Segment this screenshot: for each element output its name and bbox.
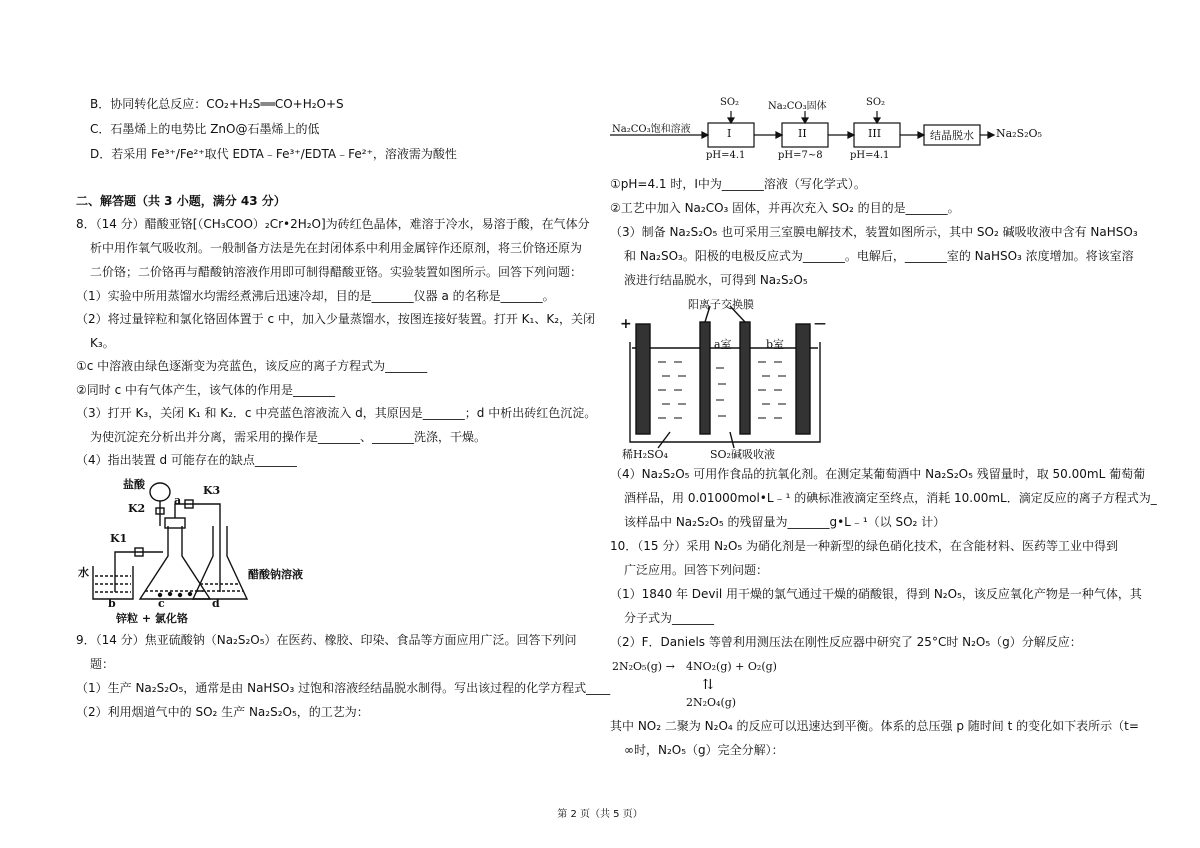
flow-so2-1: SO₂: [720, 97, 740, 108]
flow-box-1: I: [727, 127, 732, 140]
option-b: B．协同转化总反应：CO₂+H₂S══CO+H₂O+S: [90, 97, 344, 111]
q9-part3-cont1: 和 Na₂SO₃。阳极的电极反应式为_______。电解后，_______室的 NaHSO₃ 浓度增加。将该室溶: [624, 249, 1134, 263]
q10-part2: （2）F．Daniels 等曾利用测压法在刚性反应器中研究了 25°C时 N₂O₅（g）分解反应：: [610, 635, 1082, 649]
q8-part3: （3）打开 K₃，关闭 K₁ 和 K₂．c 中亮蓝色溶液流入 d，其原因是_______；d 中析出砖红色沉淀。: [76, 406, 597, 420]
q9-stem-1: 9．（14 分）焦亚硫酸钠（Na₂S₂O₅）在医药、橡胶、印染、食品等方面应用广泛。回答下列问: [76, 633, 577, 647]
flow-so2-2: SO₂: [866, 97, 886, 108]
flow-box-3: III: [868, 127, 882, 140]
q10-table-intro-1: 其中 NO₂ 二聚为 N₂O₄ 的反应可以迅速达到平衡。体系的总压强 p 随时间 t 的变化如下表所示（t=: [610, 719, 1139, 733]
label-a: a: [174, 494, 182, 507]
flow-box-2: II: [798, 127, 807, 140]
label-room-a: a室: [714, 338, 732, 351]
q9-part3: （3）制备 Na₂S₂O₅ 也可采用三室膜电解技术，装置如图所示，其中 SO₂ 碱吸收液中含有 NaHSO₃: [610, 225, 1138, 239]
label-b: b: [108, 597, 116, 610]
q8-part2: （2）将过量锌粒和氯化铬固体置于 c 中，加入少量蒸馏水，按图连接好装置。打开 K₁、K₂，关闭: [76, 312, 596, 326]
q8-part2-i: ①c 中溶液由绿色逐渐变为亮蓝色，该反应的离子方程式为_______: [76, 359, 428, 373]
flow-output: Na₂S₂O₅: [996, 127, 1042, 140]
q8-part2-ii: ②同时 c 中有气体产生，该气体的作用是_______: [76, 383, 335, 397]
flow-ph-3: pH=4.1: [850, 150, 890, 161]
label-cathode: —: [814, 316, 826, 330]
option-d: D．若采用 Fe³⁺/Fe²⁺取代 EDTA﹣Fe³⁺/EDTA﹣Fe²⁺，溶液需为酸性: [90, 147, 457, 161]
q9-sub-ii: ②工艺中加入 Na₂CO₃ 固体，并再次充入 SO₂ 的目的是_______。: [610, 201, 960, 215]
q10-table-intro-2: ∞时，N₂O₅（g）完全分解）：: [624, 743, 784, 757]
option-c: C．石墨烯上的电势比 ZnO@石墨烯上的低: [90, 122, 320, 136]
label-k2: K2: [128, 502, 146, 515]
page-footer: 第 2 页（共 5 页）: [557, 809, 643, 820]
flow-na2co3: Na₂CO₃固体: [768, 101, 827, 112]
label-water: 水: [78, 566, 89, 579]
label-hcl: 盐酸: [123, 478, 145, 491]
q9-part4: （4）Na₂S₂O₅ 可用作食品的抗氧化剂。在测定某葡萄酒中 Na₂S₂O₅ 残留量时，取 50.00mL 葡萄葡: [610, 467, 1146, 481]
flow-box-4: 结晶脱水: [930, 129, 974, 142]
q9-stem-2: 题：: [90, 657, 115, 671]
q8-part4: （4）指出装置 d 可能存在的缺点_______: [76, 453, 297, 467]
label-d: d: [212, 597, 220, 610]
q8-part3-cont: 为使沉淀充分析出并分离，需采用的操作是_______、_______洗涤，干燥。: [90, 430, 487, 444]
label-absorb: SO₂碱吸收液: [710, 448, 775, 461]
section-heading: 二、解答题（共 3 小题，满分 43 分）: [76, 194, 286, 208]
reaction-left: 2N₂O₅(g) →: [612, 660, 675, 673]
q8-stem-3: 二价铬；二价铬再与醋酸钠溶液作用即可制得醋酸亚铬。实验装置如图所示。回答下列问题：: [90, 265, 583, 279]
q10-part1-cont: 分子式为_______: [624, 611, 715, 625]
label-anode: +: [620, 316, 632, 332]
reaction-right: 4NO₂(g) + O₂(g): [686, 660, 777, 673]
q9-part2: （2）利用烟道气中的 SO₂ 生产 Na₂S₂O₅，的工艺为：: [76, 705, 369, 719]
reaction-equilibrium: ⇅: [702, 677, 714, 693]
electrolysis-cell-diagram: [610, 292, 830, 462]
label-k3: K3: [203, 484, 221, 497]
q8-stem-1: 8．（14 分）醋酸亚铬[（CH₃COO）₂Cr•2H₂O]为砖红色晶体，难溶于冷水，易溶于酸，在气体分: [76, 217, 590, 231]
label-k1: K1: [110, 532, 128, 545]
flow-ph-2: pH=7~8: [778, 150, 823, 161]
q8-part2-cont: K₃。: [90, 336, 115, 350]
flow-input: Na₂CO₃饱和溶液: [612, 124, 691, 135]
label-membrane: 阳离子交换膜: [688, 298, 754, 311]
q9-part4-cont1: 酒样品，用 0.01000mol•L﹣¹ 的碘标准液滴定至终点，消耗 10.00mL．滴定反应的离子方程式为_: [624, 491, 1157, 505]
flow-ph-1: pH=4.1: [706, 150, 746, 161]
q8-part1: （1）实验中所用蒸馏水均需经煮沸后迅速冷却，目的是_______仪器 a 的名称是_______。: [76, 289, 555, 303]
q10-part1: （1）1840 年 Devil 用干燥的氯气通过干燥的硝酸银，得到 N₂O₅，该反应氧化产物是一种气体，其: [610, 587, 1142, 601]
q9-part1: （1）生产 Na₂S₂O₅，通常是由 NaHSO₃ 过饱和溶液经结晶脱水制得。写出该过程的化学方程式____: [76, 681, 611, 695]
q9-part4-cont2: 该样品中 Na₂S₂O₅ 的残留量为_______g•L﹣¹（以 SO₂ 计）: [624, 515, 946, 529]
q8-stem-2: 析中用作氧气吸收剂。一般制备方法是先在封闭体系中利用金属锌作还原剂，将三价铬还原为: [90, 241, 583, 255]
q10-stem-1: 10．（15 分）采用 N₂O₅ 为硝化剂是一种新型的绿色硝化技术，在含能材料、医药等工业中得到: [610, 539, 1119, 553]
q9-part3-cont2: 液进行结晶脱水，可得到 Na₂S₂O₅: [624, 273, 808, 287]
q10-stem-2: 广泛应用。回答下列问题：: [624, 563, 769, 577]
label-h2so4: 稀H₂SO₄: [622, 448, 668, 461]
label-room-b: b室: [766, 338, 785, 351]
label-c: c: [158, 597, 165, 610]
label-naac: 醋酸钠溶液: [248, 568, 303, 581]
q9-sub-i: ①pH=4.1 时，Ⅰ中为_______溶液（写化学式）。: [610, 177, 866, 191]
reaction-bottom: 2N₂O₄(g): [686, 696, 737, 709]
label-zn: 锌粒 + 氯化铬: [116, 612, 188, 625]
